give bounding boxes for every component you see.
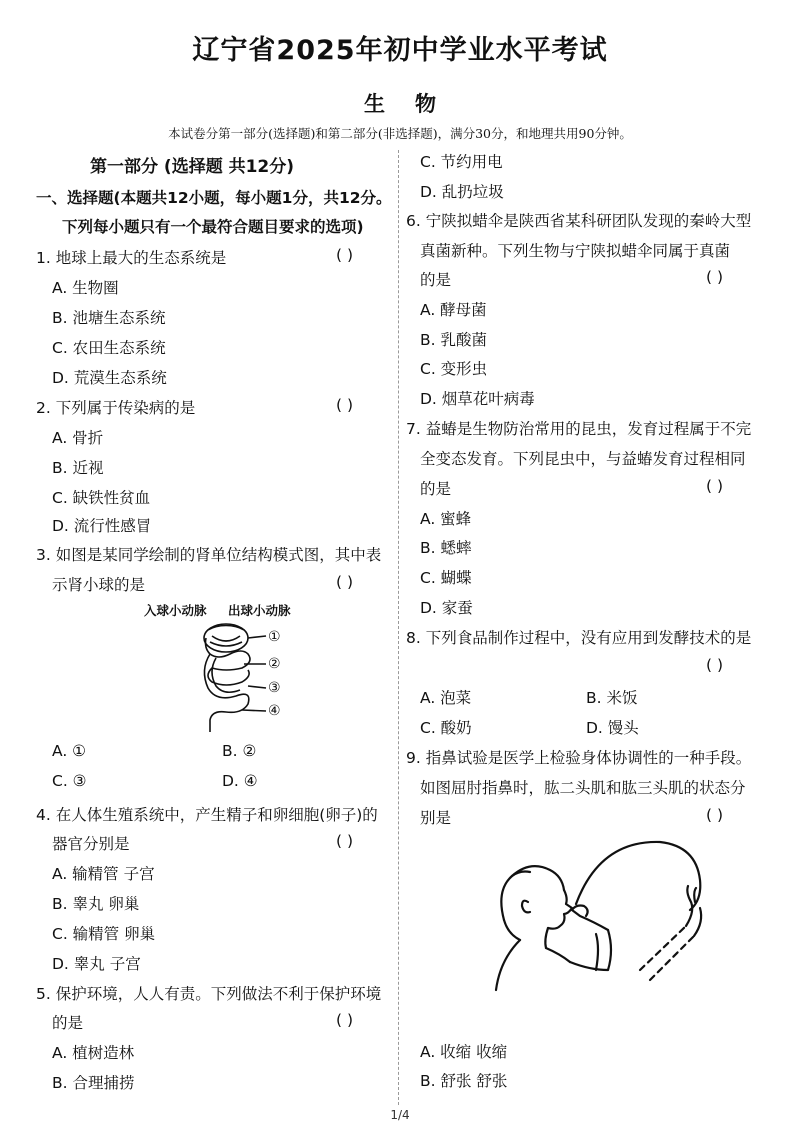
q6-option-d: D. 烟草花叶病毒 bbox=[420, 390, 535, 408]
q4-stem-line2: 器官分别是 bbox=[52, 835, 130, 853]
q4-answer-paren: ( ) bbox=[336, 832, 354, 850]
q6-stem-line1: 6. 宁陕拟蜡伞是陕西省某科研团队发现的秦岭大型 bbox=[406, 212, 752, 230]
q2-answer-paren: ( ) bbox=[336, 396, 354, 414]
q4-stem-line1: 4. 在人体生殖系统中，产生精子和卵细胞(卵子)的 bbox=[36, 806, 378, 824]
q7-stem-line1: 7. 益蝽是生物防治常用的昆虫，发育过程属于不完 bbox=[406, 420, 752, 438]
finger-nose-test-illustration bbox=[490, 830, 710, 1020]
q1-answer-paren: ( ) bbox=[336, 246, 354, 264]
q6-option-a: A. 酵母菌 bbox=[420, 301, 487, 319]
q5-stem-line1: 5. 保护环境，人人有责。下列做法不利于保护环境 bbox=[36, 985, 382, 1003]
q3-answer-paren: ( ) bbox=[336, 573, 354, 591]
q5-stem-line2: 的是 bbox=[52, 1014, 84, 1032]
exam-note: 本试卷分第一部分(选择题)和第二部分(非选择题)，满分30分，和地理共用90分钟。 bbox=[168, 126, 632, 141]
q6-stem-line2: 真菌新种。下列生物与宁陕拟蜡伞同属于真菌 bbox=[420, 242, 731, 260]
q9-stem-line1: 9. 指鼻试验是医学上检验身体协调性的一种手段。 bbox=[406, 749, 752, 767]
q7-answer-paren: ( ) bbox=[706, 477, 724, 495]
q2-option-d: D. 流行性感冒 bbox=[52, 517, 152, 535]
q5-option-c: C. 节约用电 bbox=[420, 153, 503, 171]
q8-option-b: B. 米饭 bbox=[586, 689, 638, 707]
q3-option-d: D. ④ bbox=[222, 772, 258, 790]
q4-option-b: B. 睾丸 卵巢 bbox=[52, 895, 140, 913]
q4-option-c: C. 输精管 卵巢 bbox=[52, 925, 156, 943]
q3-option-a: A. ① bbox=[52, 742, 87, 760]
q9-answer-paren: ( ) bbox=[706, 806, 724, 824]
q7-stem-line3: 的是 bbox=[420, 480, 452, 498]
q3-stem-line1: 3. 如图是某同学绘制的肾单位结构模式图，其中表 bbox=[36, 546, 382, 564]
q5-option-a: A. 植树造林 bbox=[52, 1044, 135, 1062]
marker-2: ② bbox=[268, 656, 281, 672]
label-afferent-arteriole: 入球小动脉 bbox=[144, 603, 207, 618]
q8-answer-paren: ( ) bbox=[706, 656, 724, 674]
q8-option-a: A. 泡菜 bbox=[420, 689, 472, 707]
q2-option-a: A. 骨折 bbox=[52, 429, 104, 447]
q5-option-d: D. 乱扔垃圾 bbox=[420, 183, 504, 201]
q1-option-c: C. 农田生态系统 bbox=[52, 339, 166, 357]
exam-title: 辽宁省2025年初中学业水平考试 bbox=[192, 35, 608, 66]
q2-option-b: B. 近视 bbox=[52, 459, 104, 477]
q6-stem-line3: 的是 bbox=[420, 271, 452, 289]
q6-option-b: B. 乳酸菌 bbox=[420, 331, 487, 349]
q2-stem: 2. 下列属于传染病的是 bbox=[36, 399, 196, 417]
left-column bbox=[36, 0, 391, 1100]
marker-1: ① bbox=[268, 629, 281, 645]
q8-stem: 8. 下列食品制作过程中，没有应用到发酵技术的是 bbox=[406, 629, 752, 647]
q7-stem-line2: 全变态发育。下列昆虫中，与益蝽发育过程相同 bbox=[420, 450, 746, 468]
q2-option-c: C. 缺铁性贫血 bbox=[52, 489, 151, 507]
q7-option-b: B. 蟋蟀 bbox=[420, 539, 472, 557]
q1-option-d: D. 荒漠生态系统 bbox=[52, 369, 167, 387]
q9-stem-line3: 别是 bbox=[420, 809, 452, 827]
column-divider bbox=[398, 150, 399, 1105]
q6-answer-paren: ( ) bbox=[706, 268, 724, 286]
q8-option-d: D. 馒头 bbox=[586, 719, 639, 737]
section1-instruction: 下列每小题只有一个最符合题目要求的选项) bbox=[62, 218, 364, 236]
q5-answer-paren: ( ) bbox=[336, 1011, 354, 1029]
q9-option-b: B. 舒张 舒张 bbox=[420, 1072, 508, 1090]
q3-option-c: C. ③ bbox=[52, 772, 87, 790]
part1-title: 第一部分 (选择题 共12分) bbox=[90, 157, 295, 177]
q1-stem: 1. 地球上最大的生态系统是 bbox=[36, 249, 227, 267]
q7-option-c: C. 蝴蝶 bbox=[420, 569, 472, 587]
section1-heading: 一、选择题(本题共12小题，每小题1分，共12分。 bbox=[36, 189, 392, 207]
label-efferent-arteriole: 出球小动脉 bbox=[228, 603, 291, 618]
q3-option-b: B. ② bbox=[222, 742, 257, 760]
q1-option-b: B. 池塘生态系统 bbox=[52, 309, 166, 327]
q7-option-d: D. 家蚕 bbox=[420, 599, 473, 617]
q9-option-a: A. 收缩 收缩 bbox=[420, 1043, 508, 1061]
marker-4: ④ bbox=[268, 703, 281, 719]
q6-option-c: C. 变形虫 bbox=[420, 360, 488, 378]
q4-option-d: D. 睾丸 子宫 bbox=[52, 955, 141, 973]
q4-option-a: A. 输精管 子宫 bbox=[52, 865, 155, 883]
q3-stem-line2: 示肾小球的是 bbox=[52, 576, 146, 594]
q9-stem-line2: 如图屈肘指鼻时，肱二头肌和肱三头肌的状态分 bbox=[420, 779, 746, 797]
subject-title: 生物 bbox=[364, 92, 466, 116]
page-number: 1/4 bbox=[390, 1108, 410, 1122]
marker-3: ③ bbox=[268, 680, 281, 696]
q5-option-b: B. 合理捕捞 bbox=[52, 1074, 135, 1092]
right-column bbox=[406, 0, 766, 1100]
q7-option-a: A. 蜜蜂 bbox=[420, 510, 472, 528]
q1-option-a: A. 生物圈 bbox=[52, 279, 119, 297]
q8-option-c: C. 酸奶 bbox=[420, 719, 472, 737]
